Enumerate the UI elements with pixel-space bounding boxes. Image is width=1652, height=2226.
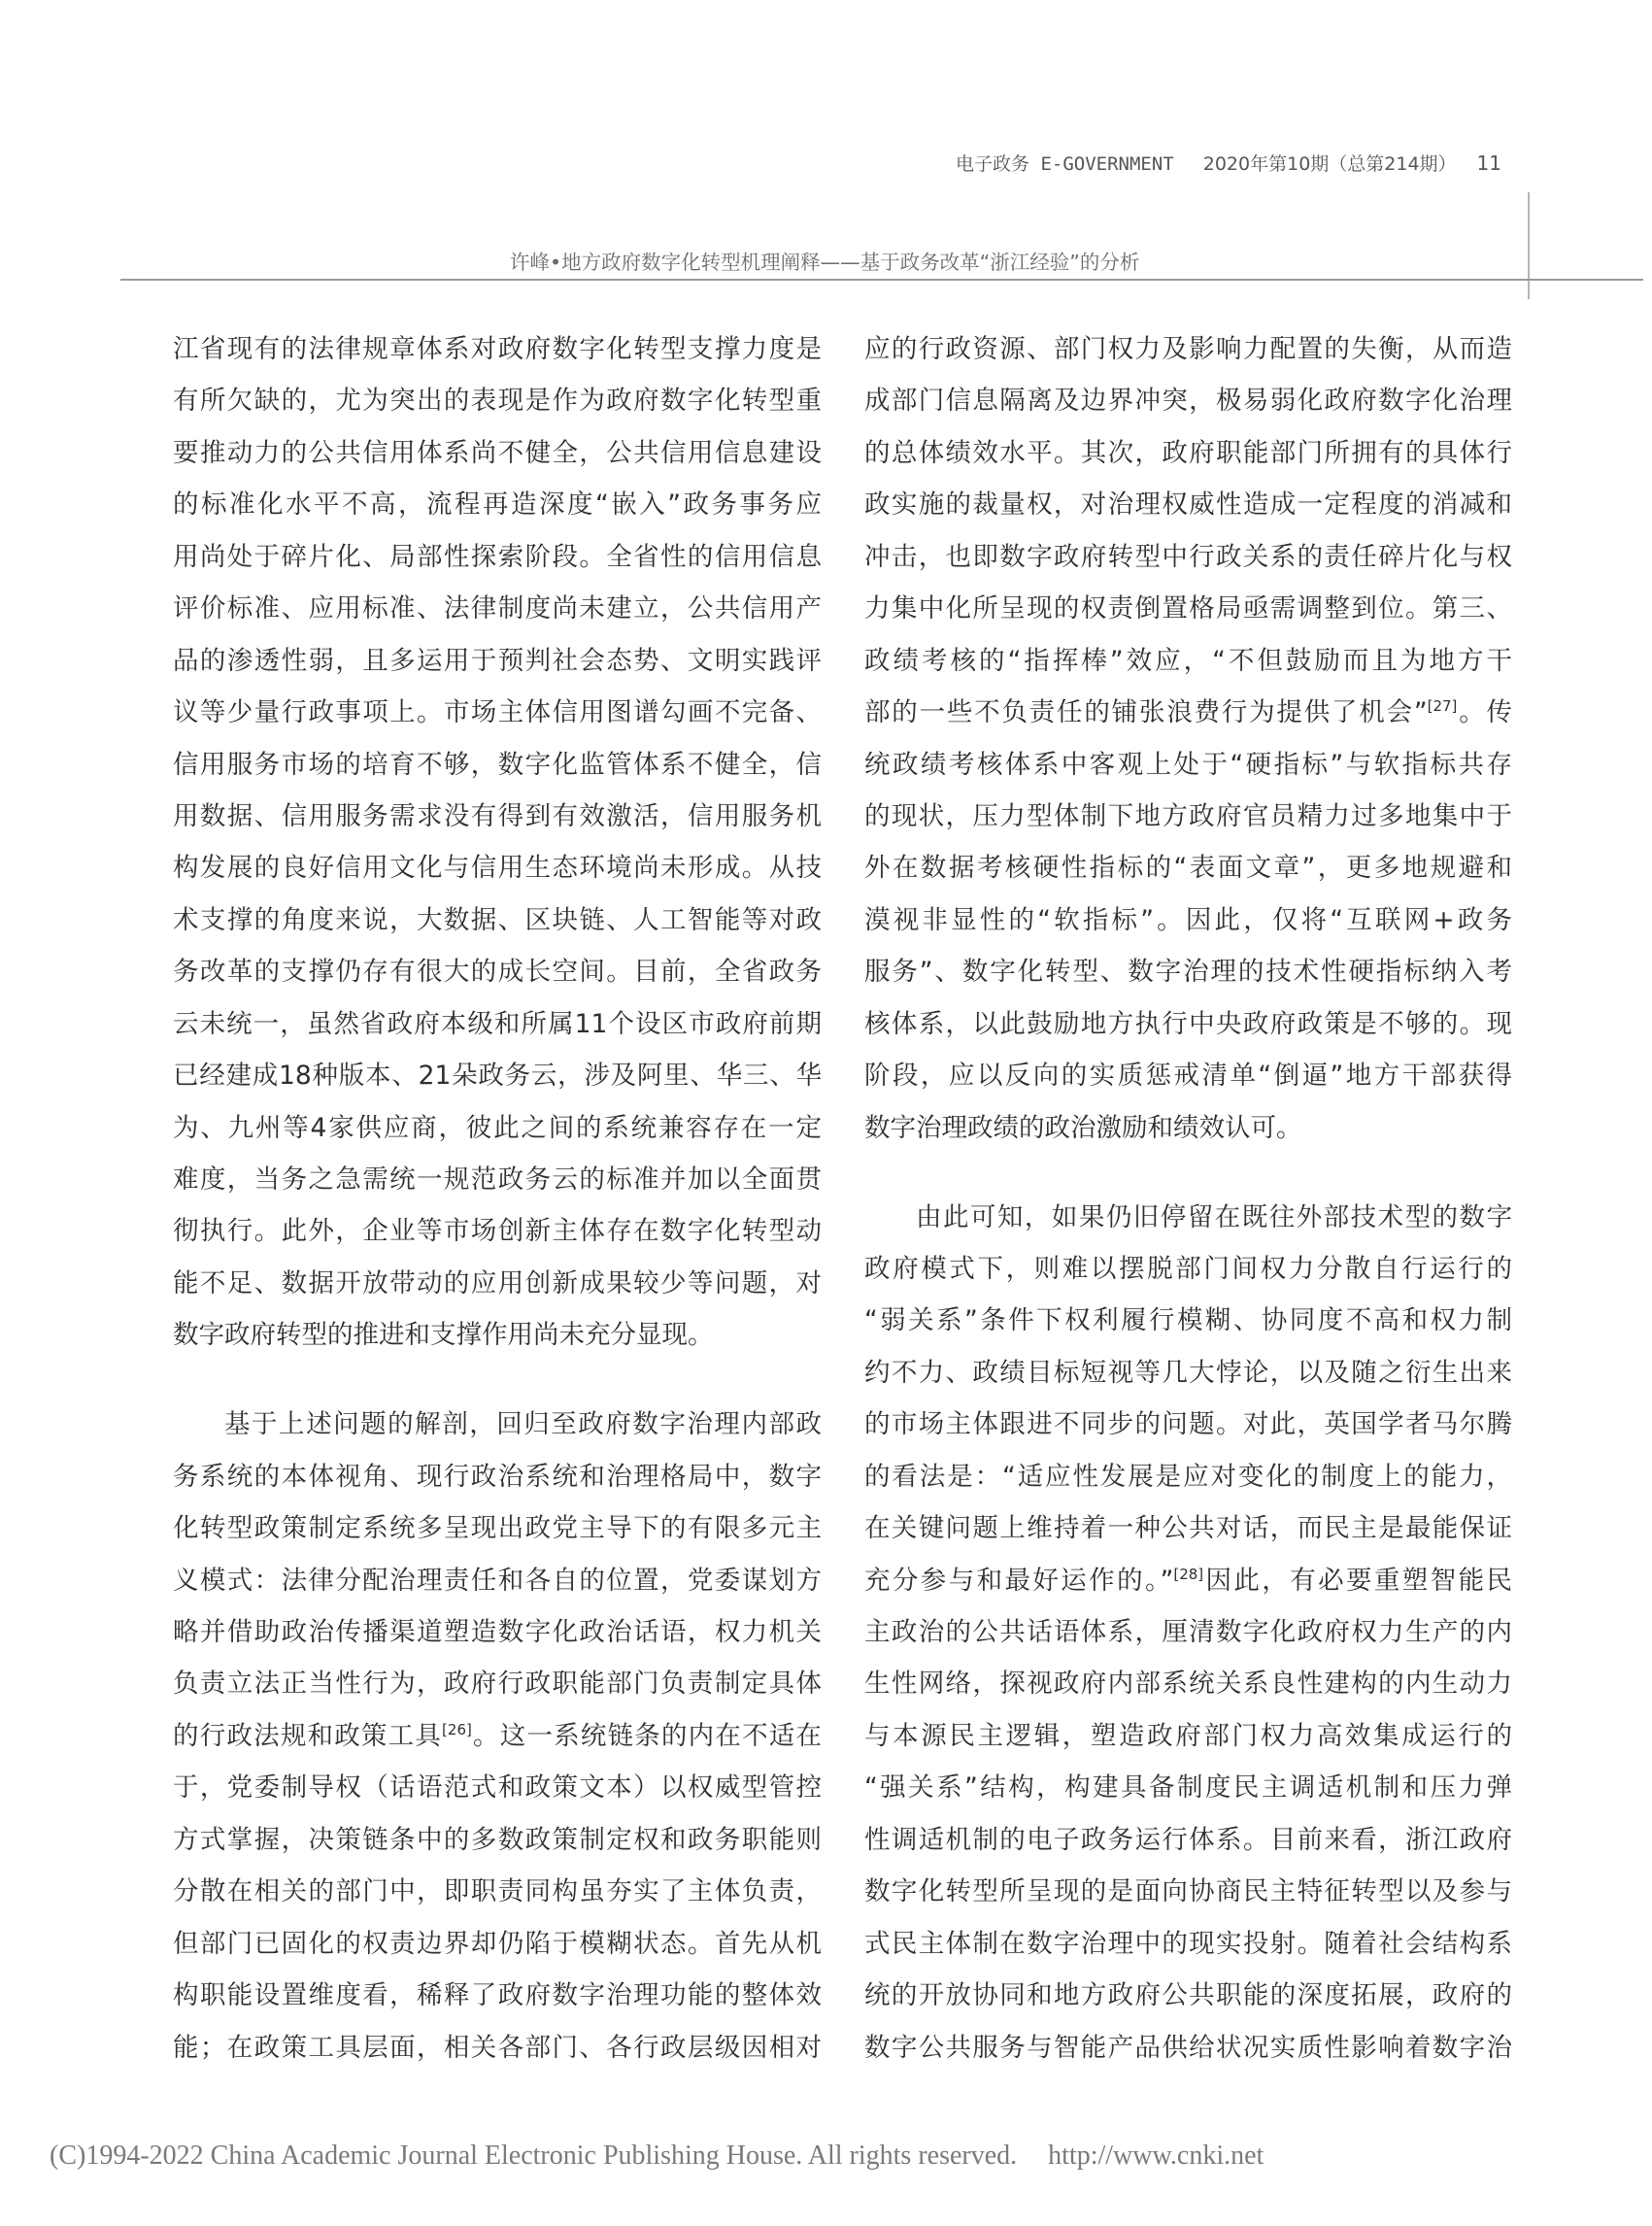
body-text-line: 难度，当务之急需统一规范政务云的标准并加以全面贯 xyxy=(173,1164,822,1195)
body-text-line: “弱关系”条件下权利履行模糊、协同度不高和权力制 xyxy=(864,1305,1512,1336)
body-text-line: 核体系，以此鼓励地方执行中央政府政策是不够的。现 xyxy=(864,1008,1512,1039)
body-text-line: 义模式：法律分配治理责任和各自的位置，党委谋划方 xyxy=(173,1565,822,1596)
body-text-line: 服务”、数字化转型、数字治理的技术性硬指标纳入考 xyxy=(864,957,1512,988)
body-text-line: 品的渗透性弱，且多运用于预判社会态势、文明实践评 xyxy=(173,645,822,676)
body-text-line: 信用服务市场的培育不够，数字化监管体系不健全，信 xyxy=(173,749,822,780)
journal-name: 电子政务 E-GOVERNMENT xyxy=(956,153,1174,175)
body-text-line: 数字政府转型的推进和支撑作用尚未充分显现。 xyxy=(173,1320,714,1351)
body-text-line: 议等少量行政事项上。市场主体信用图谱勾画不完备、 xyxy=(173,697,822,728)
text-segment: 。这一系统链条的内在不适在 xyxy=(471,1720,823,1751)
body-text-line: 构发展的良好信用文化与信用生态环境尚未形成。从技 xyxy=(173,853,822,884)
body-text-line: 的看法是：“适应性发展是应对变化的制度上的能力， xyxy=(864,1461,1512,1492)
footer-copyright: (C)1994-2022 China Academic Journal Electronic Publishing House. All rights reserved. xyxy=(50,2141,1018,2171)
body-text-line xyxy=(173,1710,822,1762)
page-number: 11 xyxy=(1476,152,1501,175)
body-text-line: 方式掌握，决策链条中的多数政策制定权和政务职能则 xyxy=(173,1824,822,1855)
body-text-line: 应的行政资源、部门权力及影响力配置的失衡，从而造 xyxy=(864,334,1512,364)
body-text-line: 术支撑的角度来说，大数据、区块链、人工智能等对政 xyxy=(173,904,822,935)
footer-url: http://www.cnki.net xyxy=(1048,2141,1264,2171)
body-text-line: 的市场主体跟进不同步的问题。对此，英国学者马尔腾 xyxy=(864,1409,1512,1440)
body-text-line: 能；在政策工具层面，相关各部门、各行政层级因相对 xyxy=(173,2032,822,2063)
body-text-line: 的标准化水平不高，流程再造深度“嵌入”政务事务应 xyxy=(173,489,822,521)
body-text-line: 政府模式下，则难以摆脱部门间权力分散自行运行的 xyxy=(864,1253,1512,1284)
issue-info: 2020年第10期（总第214期） xyxy=(1202,153,1457,175)
body-text-line: 构职能设置维度看，稀释了政府数字治理功能的整体效 xyxy=(173,1980,822,2011)
body-text-line: 已经建成18种版本、21朵政务云，涉及阿里、华三、华 xyxy=(173,1061,822,1092)
body-text-line: 统的开放协同和地方政府公共职能的深度拓展，政府的 xyxy=(864,1980,1512,2011)
body-text-line: 但部门已固化的权责边界却仍陷于模糊状态。首先从机 xyxy=(173,1928,822,1959)
body-text-line: 基于上述问题的解剖，回归至政府数字治理内部政 xyxy=(224,1409,822,1440)
citation-superscript: [28] xyxy=(1173,1565,1204,1583)
body-text-line: 式民主体制在数字治理中的现实投射。随着社会结构系 xyxy=(864,1928,1512,1959)
body-text-line: 政绩考核的“指挥棒”效应，“不但鼓励而且为地方干 xyxy=(864,645,1512,676)
text-segment: 。传 xyxy=(1457,697,1512,728)
body-text-line: 于，党委制导权（话语范式和政策文本）以权威型管控 xyxy=(173,1772,822,1804)
body-text-line xyxy=(864,687,1512,738)
body-text-line: 性调适机制的电子政务运行体系。目前来看，浙江政府 xyxy=(864,1824,1512,1855)
body-text-line: 的现状，压力型体制下地方政府官员精力过多地集中于 xyxy=(864,800,1512,831)
body-text-line: 江省现有的法律规章体系对政府数字化转型支撑力度是 xyxy=(173,334,822,364)
body-text-line: 有所欠缺的，尤为突出的表现是作为政府数字化转型重 xyxy=(173,386,822,417)
body-text-line: 生性网络，探视政府内部系统关系良性建构的内生动力 xyxy=(864,1669,1512,1700)
body-text-line: 冲击，也即数字政府转型中行政关系的责任碎片化与权 xyxy=(864,541,1512,572)
body-text-line: 要推动力的公共信用体系尚不健全，公共信用信息建设 xyxy=(173,437,822,468)
text-segment: 充分参与和最好运作的。” xyxy=(864,1565,1174,1596)
body-text-line: 在关键问题上维持着一种公共对话，而民主是最能保证 xyxy=(864,1513,1512,1544)
text-segment: 部的一些不负责任的铺张浪费行为提供了机会” xyxy=(864,697,1428,728)
paragraph xyxy=(173,323,822,1362)
body-text-line: 数字公共服务与智能产品供给状况实质性影响着数字治 xyxy=(864,2032,1512,2063)
body-text-line: 评价标准、应用标准、法律制度尚未建立，公共信用产 xyxy=(173,593,822,624)
body-text-line: 外在数据考核硬性指标的“表面文章”，更多地规避和 xyxy=(864,853,1512,884)
body-text-line: 主政治的公共话语体系，厘清数字化政府权力生产的内 xyxy=(864,1617,1512,1647)
header-vertical-rule xyxy=(1528,192,1530,299)
body-text-line: 为、九州等4家供应商，彼此之间的系统兼容存在一定 xyxy=(173,1112,822,1143)
paragraph xyxy=(864,1192,1512,2074)
body-text-line: 由此可知，如果仍旧停留在既往外部技术型的数字 xyxy=(916,1201,1512,1232)
body-text-line: 化转型政策制定系统多呈现出政党主导下的有限多元主 xyxy=(173,1513,822,1544)
body-text-line: 约不力、政绩目标短视等几大悖论，以及随之衍生出来 xyxy=(864,1357,1512,1388)
paragraph xyxy=(173,1399,822,2074)
body-text-line: 统政绩考核体系中客观上处于“硬指标”与软指标共存 xyxy=(864,749,1512,780)
body-text-line: 用数据、信用服务需求没有得到有效激活，信用服务机 xyxy=(173,800,822,831)
body-text-line: 政实施的裁量权，对治理权威性造成一定程度的消减和 xyxy=(864,489,1512,521)
body-text-line: 负责立法正当性行为，政府行政职能部门负责制定具体 xyxy=(173,1669,822,1700)
citation-superscript: [26] xyxy=(442,1721,472,1739)
paragraph xyxy=(864,323,1512,1154)
body-text-line: 数字化转型所呈现的是面向协商民主特征转型以及参与 xyxy=(864,1876,1512,1907)
body-text-line: “强关系”结构，构建具备制度民主调适机制和压力弹 xyxy=(864,1772,1512,1804)
body-text-line: 阶段，应以反向的实质惩戒清单“倒逼”地方干部获得 xyxy=(864,1061,1512,1092)
body-text-line: 的总体绩效水平。其次，政府职能部门所拥有的具体行 xyxy=(864,437,1512,468)
body-text-line: 彻执行。此外，企业等市场创新主体存在数字化转型动 xyxy=(173,1216,822,1247)
page-header xyxy=(956,150,1501,178)
body-text-line xyxy=(864,1555,1512,1606)
body-text-line: 力集中化所呈现的权责倒置格局亟需调整到位。第三、 xyxy=(864,593,1512,624)
body-text-line: 分散在相关的部门中，即职责同构虽夯实了主体负责， xyxy=(173,1876,822,1907)
body-text-line: 略并借助政治传播渠道塑造数字化政治话语，权力机关 xyxy=(173,1617,822,1647)
page-footer xyxy=(50,2137,1264,2175)
text-segment: 的行政法规和政策工具 xyxy=(173,1720,443,1751)
body-text-line: 用尚处于碎片化、局部性探索阶段。全省性的信用信息 xyxy=(173,541,822,572)
header-rule xyxy=(120,279,1643,281)
body-text-line: 与本源民主逻辑，塑造政府部门权力高效集成运行的 xyxy=(864,1720,1512,1751)
body-text-line: 数字治理政绩的政治激励和绩效认可。 xyxy=(864,1112,1302,1143)
body-text-line: 务系统的本体视角、现行政治系统和治理格局中，数字 xyxy=(173,1461,822,1492)
citation-superscript: [27] xyxy=(1427,697,1458,716)
body-text-line: 能不足、数据开放带动的应用创新成果较少等问题，对 xyxy=(173,1267,822,1298)
left-column xyxy=(173,323,822,2074)
body-text-line: 成部门信息隔离及边界冲突，极易弱化政府数字化治理 xyxy=(864,386,1512,417)
body-text-line: 云未统一，虽然省政府本级和所属11个设区市政府前期 xyxy=(173,1008,822,1039)
right-column xyxy=(864,323,1512,2074)
body-text-line: 漠视非显性的“软指标”。因此，仅将“互联网+政务 xyxy=(864,904,1512,935)
text-segment: 因此，有必要重塑智能民 xyxy=(1203,1565,1512,1596)
body-text-line: 务改革的支撑仍存有很大的成长空间。目前，全省政务 xyxy=(173,957,822,988)
running-title: 许峰•地方政府数字化转型机理阐释——基于政务改革“浙江经验”的分析 xyxy=(510,251,1140,274)
